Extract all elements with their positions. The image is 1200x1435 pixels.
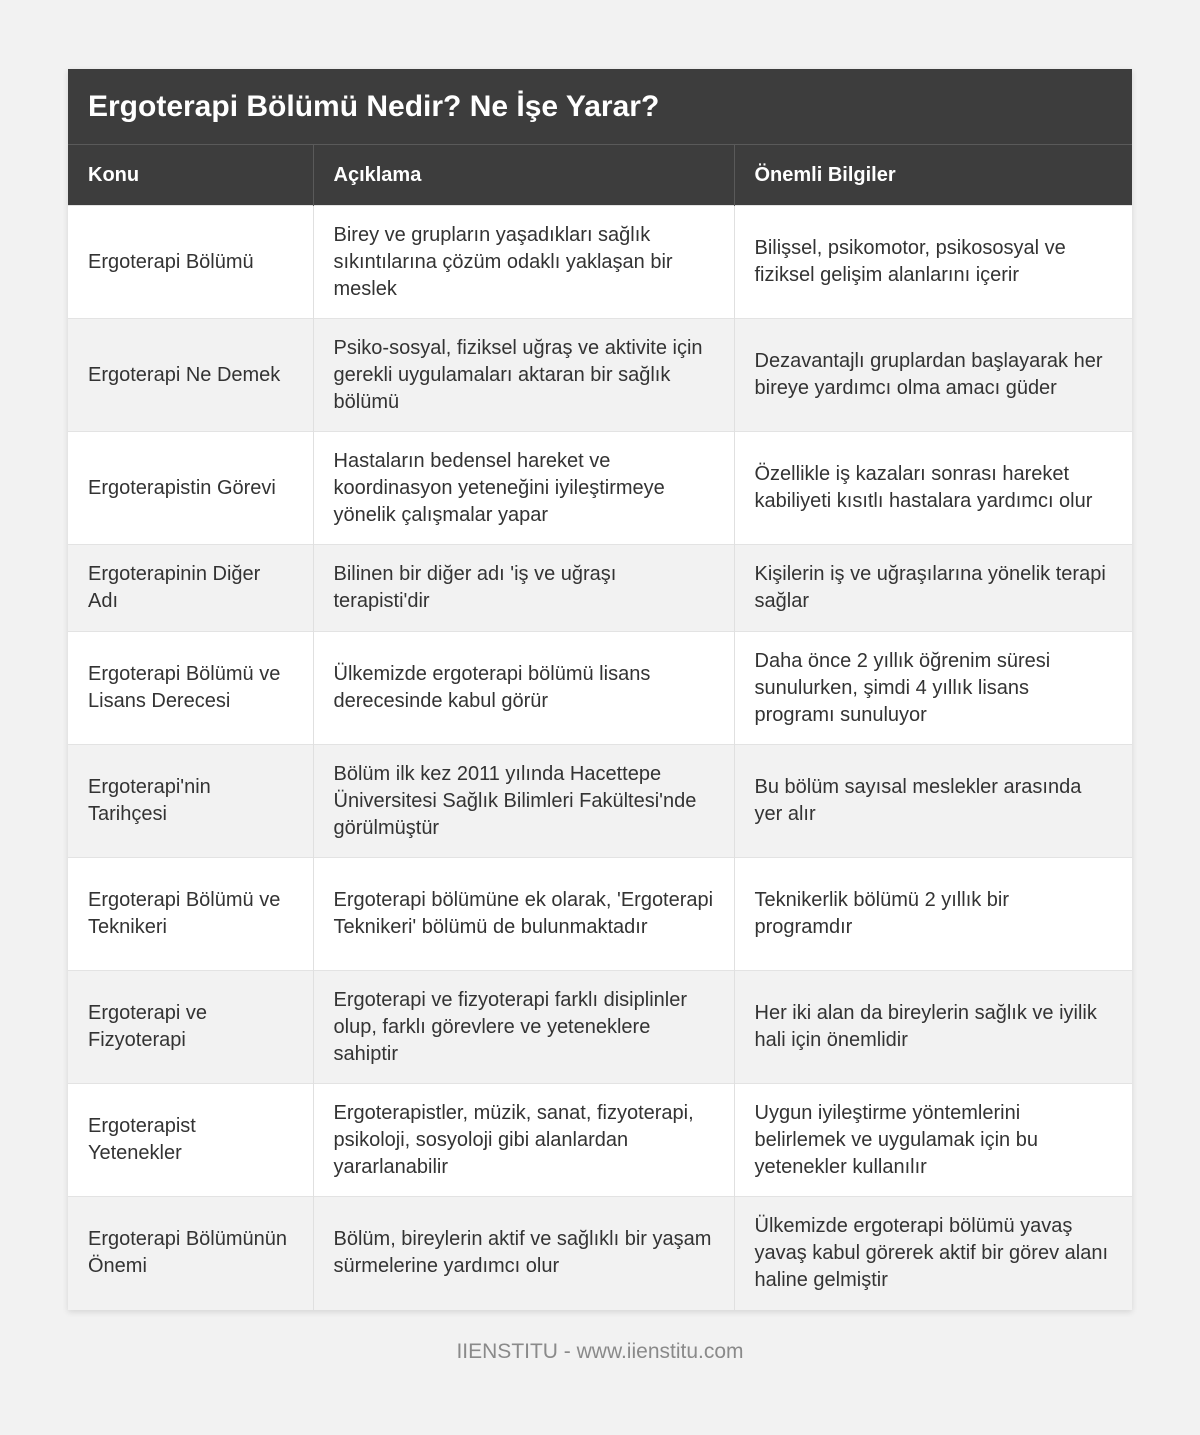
column-header-konu: Konu (68, 145, 313, 206)
table-cell: Ergoterapi Bölümünün Önemi (68, 1197, 313, 1310)
table-cell: Ergoterapi Ne Demek (68, 319, 313, 432)
table-cell: Ergoterapi'nin Tarihçesi (68, 745, 313, 858)
table-cell: Her iki alan da bireylerin sağlık ve iyilik hali için önemlidir (734, 971, 1132, 1084)
table-row (68, 1084, 1132, 1197)
footer-credit: IIENSTITU - www.iienstitu.com (456, 1340, 744, 1363)
page-title: Ergoterapi Bölümü Nedir? Ne İşe Yarar? (68, 69, 1132, 145)
table-row (68, 971, 1132, 1084)
table-cell: Ergoterapi Bölümü ve Lisans Derecesi (68, 632, 313, 745)
table-cell: Bu bölüm sayısal meslekler arasında yer alır (734, 745, 1132, 858)
table-row (68, 858, 1132, 971)
table-cell: Ülkemizde ergoterapi bölümü yavaş yavaş kabul görerek aktif bir görev alanı haline gelmiştir (734, 1197, 1132, 1310)
table-cell: Bölüm, bireylerin aktif ve sağlıklı bir yaşam sürmelerine yardımcı olur (313, 1197, 734, 1310)
table-cell: Ergoterapi Bölümü ve Teknikeri (68, 858, 313, 971)
table-card (68, 69, 1132, 1310)
data-table (68, 145, 1132, 1310)
table-cell: Bilinen bir diğer adı 'iş ve uğraşı terapisti'dir (313, 545, 734, 632)
table-cell: Teknikerlik bölümü 2 yıllık bir programdır (734, 858, 1132, 971)
table-cell: Daha önce 2 yıllık öğrenim süresi sunulurken, şimdi 4 yıllık lisans programı sunuluyor (734, 632, 1132, 745)
table-cell: Ergoterapi ve fizyoterapi farklı disiplinler olup, farklı görevlere ve yeteneklere sahiptir (313, 971, 734, 1084)
table-cell: Bölüm ilk kez 2011 yılında Hacettepe Üniversitesi Sağlık Bilimleri Fakültesi'nde görülmüştür (313, 745, 734, 858)
column-header-onemli-bilgiler: Önemli Bilgiler (734, 145, 1132, 206)
table-cell: Hastaların bedensel hareket ve koordinasyon yeteneğini iyileştirmeye yönelik çalışmalar yapar (313, 432, 734, 545)
table-cell: Ergoterapi bölümüne ek olarak, 'Ergoterapi Teknikeri' bölümü de bulunmaktadır (313, 858, 734, 971)
table-cell: Psiko-sosyal, fiziksel uğraş ve aktivite için gerekli uygulamaları aktaran bir sağlık bölümü (313, 319, 734, 432)
table-row (68, 206, 1132, 319)
table-row (68, 632, 1132, 745)
table-row (68, 319, 1132, 432)
table-cell: Ergoterapi ve Fizyoterapi (68, 971, 313, 1084)
table-cell: Ülkemizde ergoterapi bölümü lisans derecesinde kabul görür (313, 632, 734, 745)
table-cell: Ergoterapist Yetenekler (68, 1084, 313, 1197)
table-cell: Dezavantajlı gruplardan başlayarak her bireye yardımcı olma amacı güder (734, 319, 1132, 432)
table-row (68, 545, 1132, 632)
table-cell: Ergoterapinin Diğer Adı (68, 545, 313, 632)
header-row (68, 145, 1132, 206)
table-cell: Uygun iyileştirme yöntemlerini belirlemek ve uygulamak için bu yetenekler kullanılır (734, 1084, 1132, 1197)
table-row (68, 432, 1132, 545)
table-row (68, 745, 1132, 858)
table-cell: Bilişsel, psikomotor, psikososyal ve fiziksel gelişim alanlarını içerir (734, 206, 1132, 319)
table-cell: Ergoterapi Bölümü (68, 206, 313, 319)
table-cell: Ergoterapistler, müzik, sanat, fizyoterapi, psikoloji, sosyoloji gibi alanlardan yararlanabilir (313, 1084, 734, 1197)
table-cell: Ergoterapistin Görevi (68, 432, 313, 545)
table-row (68, 1197, 1132, 1310)
table-cell: Özellikle iş kazaları sonrası hareket kabiliyeti kısıtlı hastalara yardımcı olur (734, 432, 1132, 545)
table-cell: Birey ve grupların yaşadıkları sağlık sıkıntılarına çözüm odaklı yaklaşan bir meslek (313, 206, 734, 319)
table-cell: Kişilerin iş ve uğraşılarına yönelik terapi sağlar (734, 545, 1132, 632)
column-header-aciklama: Açıklama (313, 145, 734, 206)
